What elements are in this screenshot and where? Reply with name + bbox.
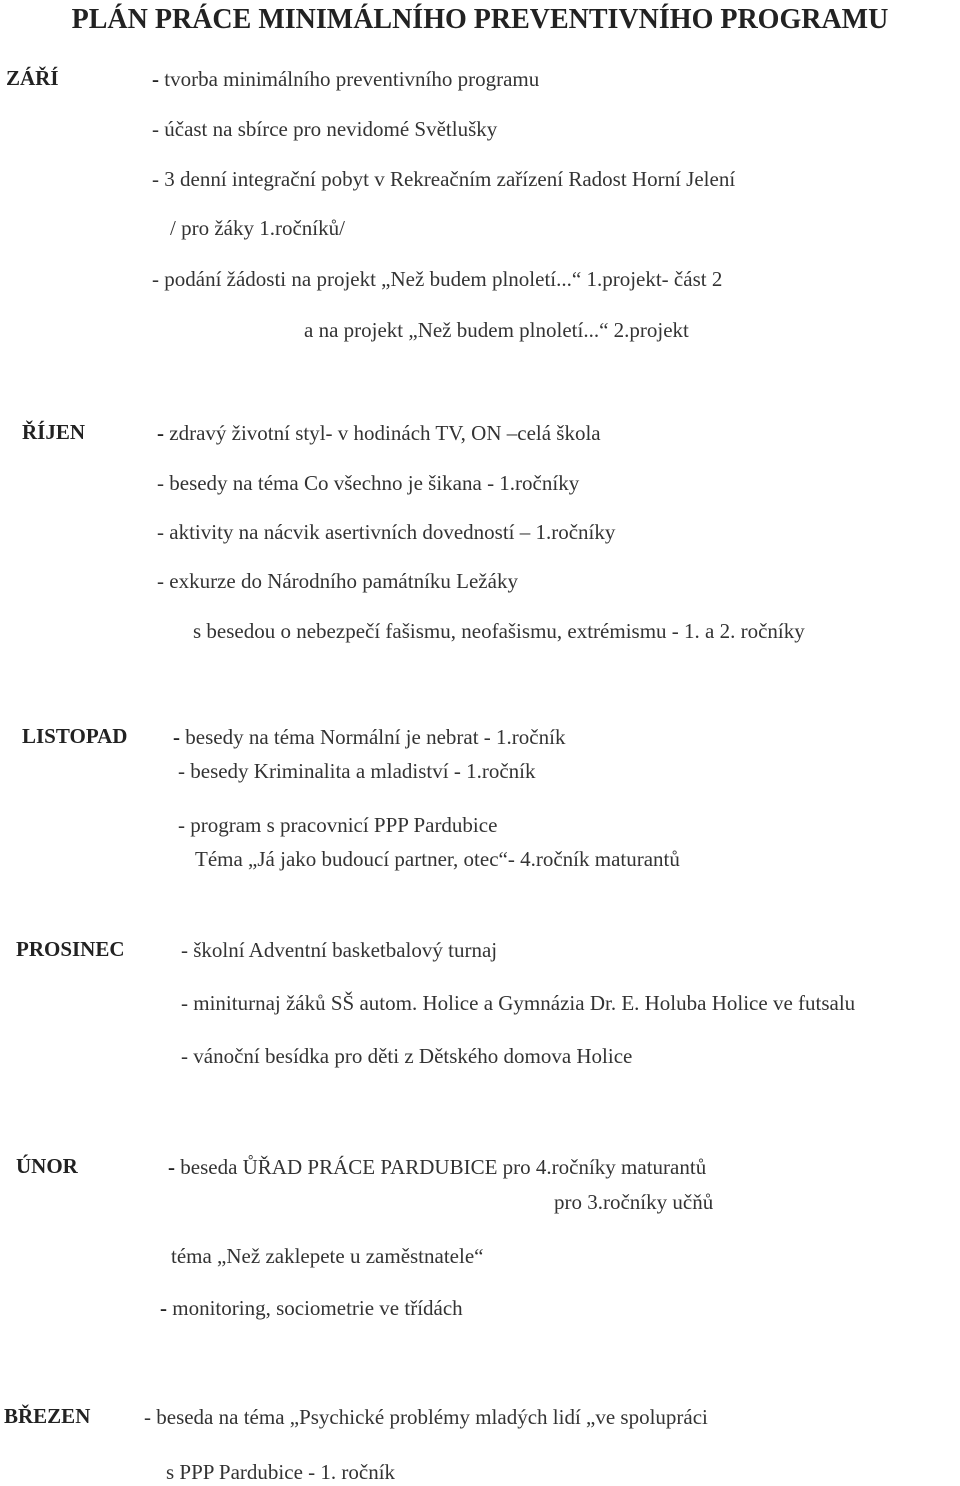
list-item	[157, 420, 601, 446]
item-dash: -	[168, 1155, 175, 1179]
item-dash: -	[157, 421, 164, 445]
list-item: Téma „Já jako budoucí partner, otec“- 4.ročník maturantů	[195, 847, 680, 871]
list-item: - podání žádosti na projekt „Než budem plnoletí...“ 1.projekt- část 2	[152, 267, 723, 291]
item-text: beseda ŮŘAD PRÁCE PARDUBICE pro 4.ročníky maturantů	[175, 1155, 707, 1179]
month-listopad: LISTOPAD	[22, 724, 128, 748]
item-text: besedy na téma Normální je nebrat - 1.ročník	[180, 725, 566, 749]
list-item: - exkurze do Národního památníku Ležáky	[157, 569, 518, 593]
list-item: - aktivity na nácvik asertivních dovedností – 1.ročníky	[157, 520, 616, 544]
month-brezen: BŘEZEN	[4, 1404, 91, 1428]
list-item: a na projekt „Než budem plnoletí...“ 2.projekt	[304, 318, 689, 342]
list-item: - besedy na téma Co všechno je šikana - 1.ročníky	[157, 471, 580, 495]
page-title: PLÁN PRÁCE MINIMÁLNÍHO PREVENTIVNÍHO PROGRAMU	[71, 4, 889, 35]
list-item: - vánoční besídka pro děti z Dětského domova Holice	[181, 1044, 633, 1068]
list-item: - beseda na téma „Psychické problémy mladých lidí „ve spolupráci	[144, 1405, 708, 1429]
list-item: - besedy Kriminalita a mladiství - 1.ročník	[178, 759, 536, 783]
month-prosinec: PROSINEC	[16, 937, 125, 961]
item-text: tvorba minimálního preventivního programu	[159, 67, 540, 91]
item-dash: -	[173, 725, 180, 749]
month-zari: ZÁŘÍ	[6, 66, 59, 90]
list-item: - školní Adventní basketbalový turnaj	[181, 938, 498, 962]
item-text: monitoring, sociometrie ve třídách	[167, 1296, 463, 1320]
list-item: / pro žáky 1.ročníků/	[170, 216, 345, 240]
list-item: - 3 denní integrační pobyt v Rekreačním zařízení Radost Horní Jelení	[152, 167, 736, 191]
month-unor: ÚNOR	[16, 1154, 78, 1178]
month-rijen: ŘÍJEN	[22, 420, 86, 444]
list-item: s PPP Pardubice - 1. ročník	[166, 1460, 396, 1484]
item-dash: -	[160, 1296, 167, 1320]
item-text: zdravý životní styl- v hodinách TV, ON –celá škola	[164, 421, 601, 445]
item-dash: -	[152, 67, 159, 91]
list-item: - miniturnaj žáků SŠ autom. Holice a Gymnázia Dr. E. Holuba Holice ve futsalu	[181, 991, 856, 1015]
list-item: - program s pracovnicí PPP Pardubice	[178, 813, 498, 837]
list-item	[152, 66, 539, 92]
list-item	[160, 1295, 463, 1321]
list-item	[168, 1154, 706, 1180]
list-item: pro 3.ročníky učňů	[554, 1190, 714, 1214]
list-item	[173, 724, 565, 750]
list-item: s besedou o nebezpečí fašismu, neofašismu, extrémismu - 1. a 2. ročníky	[193, 619, 805, 643]
list-item: - účast na sbírce pro nevidomé Světlušky	[152, 117, 498, 141]
list-item: téma „Než zaklepete u zaměstnatele“	[171, 1244, 484, 1268]
